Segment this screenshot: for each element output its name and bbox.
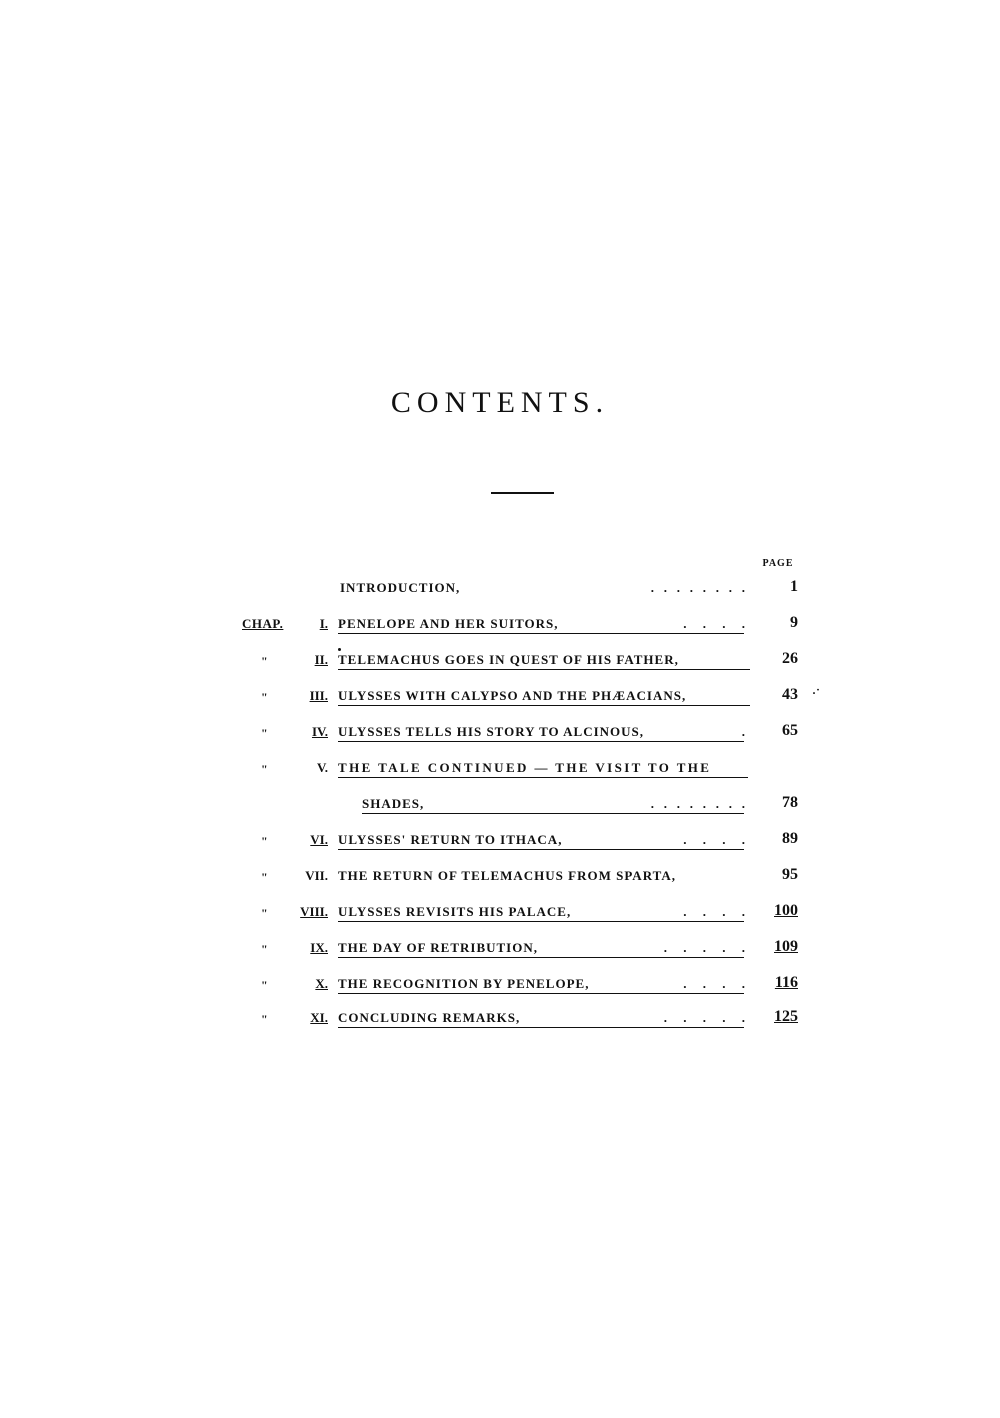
page-title: CONTENTS. xyxy=(390,386,610,419)
toc-entry-title: THE RECOGNITION BY PENELOPE, xyxy=(338,976,590,991)
toc-entry-page: 9 xyxy=(790,614,798,631)
toc-entry-chapter-4 xyxy=(0,724,1000,748)
toc-leader-dots: . . . . . xyxy=(663,940,745,955)
ditto-mark: " xyxy=(261,1012,268,1026)
toc-entry-chapter-3 xyxy=(0,688,1000,712)
toc-entry-chapter-11 xyxy=(0,1010,1000,1034)
entry-underline xyxy=(338,705,750,706)
toc-entry-page: 89 xyxy=(782,830,798,847)
ditto-mark: " xyxy=(261,834,268,848)
toc-entry-chapter-5 xyxy=(0,760,1000,784)
toc-entry-page: 100 xyxy=(774,902,798,919)
toc-entry-title: ULYSSES' RETURN TO ITHACA, xyxy=(338,832,563,847)
toc-chapter-number: IX. xyxy=(310,940,328,955)
entry-underline xyxy=(338,777,748,778)
toc-entry-page: 1 xyxy=(790,578,798,595)
toc-leader-dots: . . . . xyxy=(683,832,745,847)
toc-chapter-number: IV. xyxy=(311,724,328,739)
toc-entry-title: THE TALE CONTINUED — THE VISIT TO THE xyxy=(338,760,712,775)
toc-entry-title: SHADES, xyxy=(362,796,425,811)
toc-entry-page: 109 xyxy=(774,938,798,955)
toc-entry-chapter-1 xyxy=(0,616,1000,640)
toc-chapter-number: III. xyxy=(309,688,328,703)
toc-leader-dots: . . . . xyxy=(683,616,745,631)
toc-entry-page: 95 xyxy=(782,866,798,883)
toc-entry-title: THE RETURN OF TELEMACHUS FROM SPARTA, xyxy=(338,868,676,883)
entry-underline xyxy=(362,813,744,814)
ditto-mark: " xyxy=(261,942,268,956)
entry-underline xyxy=(338,741,744,742)
toc-entry-chapter-6 xyxy=(0,832,1000,856)
entry-underline xyxy=(338,849,744,850)
toc-entry-title: CONCLUDING REMARKS, xyxy=(338,1010,521,1025)
stray-dot xyxy=(338,648,341,651)
entry-underline xyxy=(338,633,744,634)
toc-entry-chapter-2 xyxy=(0,652,1000,676)
toc-entry-introduction xyxy=(0,580,1000,604)
toc-chapter-number: V. xyxy=(317,760,328,775)
ditto-mark: " xyxy=(261,906,268,920)
entry-underline xyxy=(338,993,744,994)
toc-entry-page: 43 xyxy=(782,686,798,703)
toc-entry-page: 116 xyxy=(774,974,798,991)
ditto-mark: " xyxy=(261,978,268,992)
toc-entry-chapter-5-continued xyxy=(0,796,1000,820)
toc-chapter-number: VIII. xyxy=(300,904,328,919)
toc-entry-title: THE DAY OF RETRIBUTION, xyxy=(338,940,538,955)
stray-mark: ·˙ xyxy=(812,686,820,700)
toc-entry-page: 125 xyxy=(774,1008,798,1025)
entry-underline xyxy=(338,669,750,670)
title-rule xyxy=(491,492,554,494)
ditto-mark: " xyxy=(261,654,268,668)
toc-entry-title: INTRODUCTION, xyxy=(340,580,461,595)
toc-entry-chapter-9 xyxy=(0,940,1000,964)
toc-entry-title: ULYSSES WITH CALYPSO AND THE PHÆACIANS, xyxy=(338,688,687,703)
toc-entry-title: ULYSSES REVISITS HIS PALACE, xyxy=(338,904,572,919)
toc-chapter-number: II. xyxy=(314,652,328,667)
toc-entry-chapter-7 xyxy=(0,868,1000,892)
toc-chapter-number: XI. xyxy=(310,1010,328,1025)
toc-entry-chapter-8 xyxy=(0,904,1000,928)
toc-entry-title: TELEMACHUS GOES IN QUEST OF HIS FATHER, xyxy=(338,652,679,667)
toc-entry-title: PENELOPE AND HER SUITORS, xyxy=(338,616,559,631)
ditto-mark: " xyxy=(261,870,268,884)
entry-underline xyxy=(338,957,744,958)
toc-leader-dots: . . . . . xyxy=(663,1010,745,1025)
toc-chapter-number: X. xyxy=(315,976,328,991)
toc-chapter-number: I. xyxy=(319,616,328,631)
chap-label: CHAP. xyxy=(242,616,284,631)
entry-underline xyxy=(338,1027,744,1028)
toc-leader-dots: . xyxy=(741,724,745,739)
page-column-label: PAGE xyxy=(762,558,794,569)
toc-chapter-number: VII. xyxy=(305,868,328,883)
toc-leader-dots: . . . . xyxy=(683,904,745,919)
toc-entry-title: ULYSSES TELLS HIS STORY TO ALCINOUS, xyxy=(338,724,645,739)
entry-underline xyxy=(338,921,744,922)
ditto-mark: " xyxy=(261,726,268,740)
toc-entry-page: 26 xyxy=(782,650,798,667)
ditto-mark: " xyxy=(261,690,268,704)
toc-leader-dots: . . . . xyxy=(683,976,745,991)
toc-chapter-number: VI. xyxy=(310,832,328,847)
toc-leader-dots: . . . . . . . . xyxy=(650,580,745,595)
toc-entry-page: 65 xyxy=(782,722,798,739)
toc-entry-page: 78 xyxy=(782,794,798,811)
toc-entry-chapter-10 xyxy=(0,976,1000,1000)
ditto-mark: " xyxy=(261,762,268,776)
toc-leader-dots: . . . . . . . . xyxy=(650,796,745,811)
